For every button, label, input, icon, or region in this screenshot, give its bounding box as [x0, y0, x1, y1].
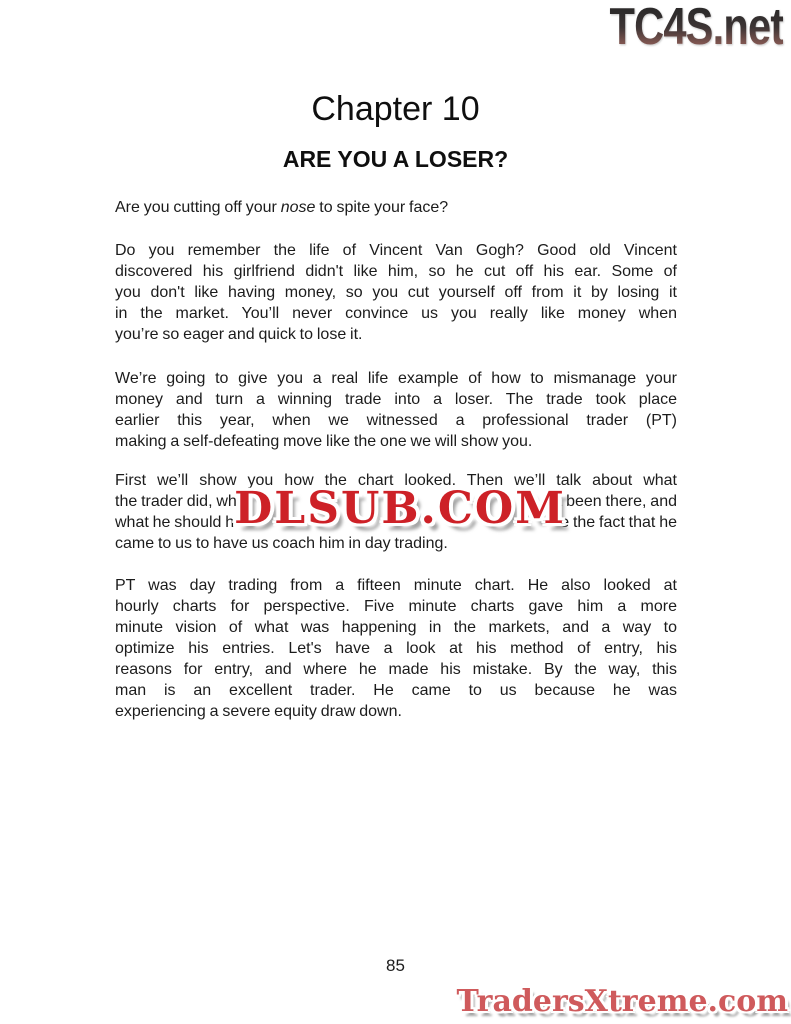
text-line: We’re going to give you a real life example of how to mismanage your: [115, 370, 677, 387]
text-line: discovered his girlfriend didn't like him, so he cut off his ear. Some of: [115, 263, 677, 280]
dlsub-watermark: DLSUB.COM: [234, 482, 566, 534]
page-number: 85: [386, 956, 405, 975]
section-title: ARE YOU A LOSER?: [282, 146, 509, 172]
text-line: money and turn a winning trade into a loser. The trade took place: [115, 391, 677, 408]
paragraph: [115, 575, 677, 722]
text-line: reasons for entry, and where he made his mistake. By the way, this: [115, 661, 677, 678]
text-line: minute vision of what was happening in the markets, and a way to: [115, 619, 677, 636]
text-fragment: to spite your face?: [315, 199, 449, 216]
text-fragment: t been there, and: [557, 493, 677, 510]
text-line: hourly charts for perspective. Five minute charts gave him a more: [115, 598, 677, 615]
paragraph: [115, 197, 677, 218]
tradersxtreme-site-logo: TradersXtreme.com: [456, 984, 788, 1019]
text-line: you don't like having money, so you cut yourself off from it by losing it: [115, 284, 677, 301]
chapter-title: Chapter 10: [311, 90, 480, 128]
text-line: came to us to have us coach him in day trading.: [115, 535, 448, 552]
text-line: Do you remember the life of Vincent Van Gogh? Good old Vincent: [115, 242, 677, 259]
italic-word: nose: [280, 199, 316, 216]
text-line: in the market. You’ll never convince us you really like money when: [115, 305, 677, 322]
paragraph: [115, 368, 677, 452]
text-fragment: the trader did, wh: [115, 493, 237, 510]
text-line: you’re so eager and quick to lose it.: [115, 326, 363, 343]
text-line: First we’ll show you how the chart looked. Then we’ll talk about what: [115, 472, 677, 489]
tc4s-site-logo: TC4S.net: [609, 0, 783, 56]
text-line: optimize his entries. Let's have a look at his method of entry, his: [115, 640, 677, 657]
text-line: experiencing a severe equity draw down.: [115, 703, 402, 720]
text-line: earlier this year, when we witnessed a professional trader (PT): [115, 412, 677, 429]
text-line: [115, 197, 677, 218]
text-line: making a self-defeating move like the one we will show you.: [115, 433, 533, 450]
text-fragment: what he should h: [115, 514, 235, 531]
text-line: PT was day trading from a fifteen minute chart. He also looked at: [115, 577, 677, 594]
text-fragment: Are you cutting off your: [115, 199, 281, 216]
paragraph: [115, 240, 677, 345]
text-fragment: e the fact that he: [560, 514, 677, 531]
text-line: man is an excellent trader. He came to us because he was: [115, 682, 677, 699]
